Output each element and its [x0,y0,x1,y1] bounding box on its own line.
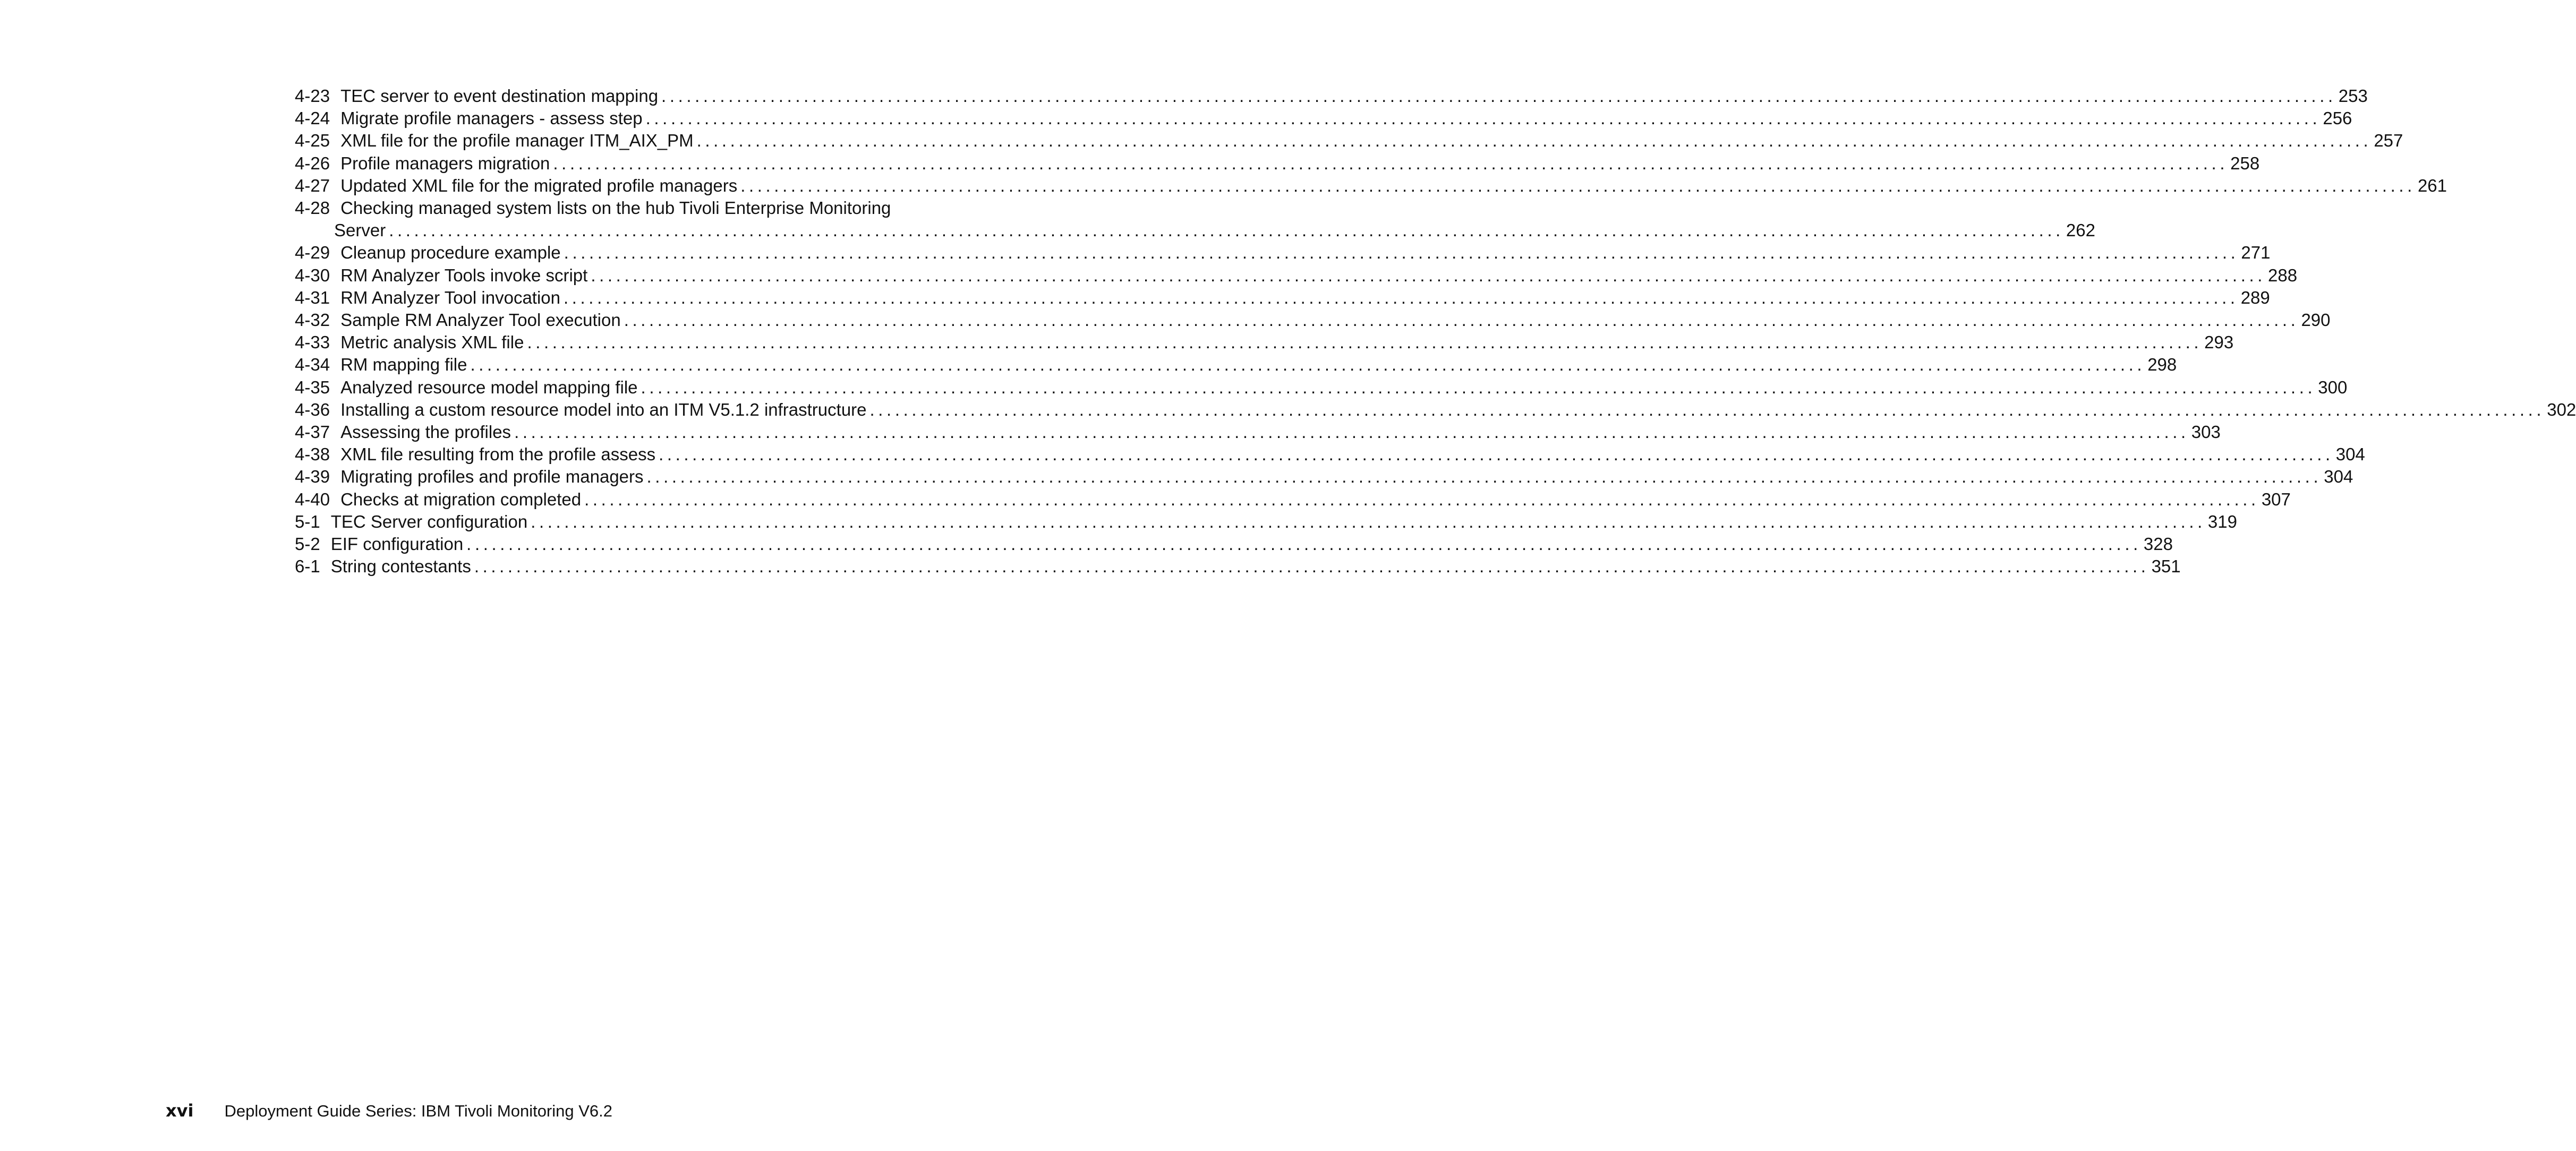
entry-number: 4-29 [295,243,330,263]
book-title: Deployment Guide Series: IBM Tivoli Monitoring V6.2 [224,1102,613,1120]
dot-leader: ........................................................................................................................................................................................................ [527,332,2203,353]
page-footer [166,1101,612,1121]
entry-title: Migrate profile managers - assess step [340,108,643,128]
dot-leader: ........................................................................................................................................................................................................ [514,422,2189,442]
toc-entry[interactable] [295,331,2234,354]
entry-page: 253 [2338,86,2368,106]
dot-leader: ........................................................................................................................................................................................................ [740,175,2416,195]
toc-entry[interactable] [295,130,2403,152]
entry-page: 290 [2301,310,2331,330]
toc-entry[interactable] [295,152,2260,175]
entry-number: 4-40 [295,489,330,509]
entry-page: 304 [2324,467,2353,487]
entry-page: 319 [2207,511,2237,531]
toc-entry[interactable] [295,376,2348,399]
dot-leader: ........................................................................................................................................................................................................ [645,108,2321,128]
entry-page: 261 [2417,175,2447,195]
entry-number: 4-30 [295,265,330,285]
entry-number: 4-31 [295,287,330,307]
toc-entry[interactable] [295,421,2221,443]
entry-page: 351 [2151,556,2181,577]
dot-leader: ........................................................................................................................................................................................................ [474,556,2149,577]
entry-page: 328 [2143,534,2173,554]
dot-leader: ........................................................................................................................................................................................................ [553,153,2229,173]
entry-number: 4-24 [295,108,330,128]
entry-number: 4-25 [295,131,330,151]
dot-leader: ........................................................................................................................................................................................................ [584,489,2259,509]
entry-number: 4-28 [295,198,330,218]
entry-title: RM mapping file [340,355,467,375]
toc-entry[interactable] [295,555,2181,578]
entry-number: 4-23 [295,86,330,106]
toc-entry[interactable] [295,175,2447,197]
entry-page: 289 [2240,287,2270,307]
toc-entry[interactable] [295,264,2298,287]
entry-page: 300 [2318,377,2348,397]
entry-title: RM Analyzer Tools invoke script [340,265,588,285]
toc-entry[interactable] [295,242,2271,264]
entry-number: 4-36 [295,399,330,419]
dot-leader: ........................................................................................................................................................................................................ [641,377,2316,397]
dot-leader: ........................................................................................................................................................................................................ [564,287,2239,307]
entry-number: 4-38 [295,444,330,465]
toc-entry[interactable] [295,309,2331,331]
entry-number: 5-2 [295,534,320,554]
entry-title: XML file for the profile manager ITM_AIX_PM [340,131,694,151]
entry-page: 288 [2268,265,2298,285]
toc-entry[interactable] [295,443,2365,466]
entry-page: 304 [2335,444,2365,465]
entry-page: 256 [2323,108,2352,128]
toc-entry[interactable] [295,533,2173,555]
entry-title: RM Analyzer Tool invocation [340,287,560,307]
dot-leader: ........................................................................................................................................................................................................ [564,243,2239,263]
entry-page: 257 [2374,131,2403,151]
entry-page: 293 [2204,332,2234,353]
toc-entry[interactable] [295,354,2177,376]
entry-number: 4-35 [295,377,330,397]
page-number: xvi [166,1101,194,1121]
entry-title-continued: Server [334,220,386,240]
entry-page: 271 [2241,243,2271,263]
entry-page: 262 [2066,220,2095,240]
entry-title: Assessing the profiles [340,422,511,442]
dot-leader: ........................................................................................................................................................................................................ [646,467,2322,487]
entry-title: Analyzed resource model mapping file [340,377,638,397]
entry-title: Metric analysis XML file [340,332,524,353]
dot-leader: ........................................................................................................................................................................................................ [470,355,2146,375]
entry-number: 4-32 [295,310,330,330]
entry-number: 6-1 [295,556,320,577]
entry-title: XML file resulting from the profile assess [340,444,656,465]
toc-entry[interactable] [295,287,2270,309]
toc-entry[interactable] [295,488,2291,511]
toc-entry[interactable] [295,466,2353,488]
entry-title: TEC Server configuration [330,511,528,531]
entry-title: Migrating profiles and profile managers [340,467,644,487]
entry-title: Profile managers migration [340,153,550,173]
entry-number: 4-27 [295,175,330,195]
dot-leader: ........................................................................................................................................................................................................ [624,310,2299,330]
dot-leader: ........................................................................................................................................................................................................ [661,86,2336,106]
dot-leader: ........................................................................................................................................................................................................ [531,511,2206,531]
entry-title: Checks at migration completed [340,489,582,509]
entry-page: 303 [2191,422,2221,442]
entry-page: 258 [2230,153,2260,173]
toc-entry[interactable] [295,107,2352,130]
entry-page: 298 [2147,355,2177,375]
dot-leader: ........................................................................................................................................................................................................ [659,444,2334,465]
entry-number: 4-34 [295,355,330,375]
entry-number: 4-33 [295,332,330,353]
entry-title: Checking managed system lists on the hub Tivoli Enterprise Monitoring [340,198,891,218]
toc-entry[interactable] [295,399,2576,421]
toc-entry[interactable] [295,511,2237,533]
list-of-examples [295,85,2576,578]
entry-page: 302 [2547,399,2576,419]
entry-title: EIF configuration [330,534,464,554]
dot-leader: ........................................................................................................................................................................................................ [869,399,2545,419]
entry-title: Updated XML file for the migrated profile managers [340,175,738,195]
entry-number: 4-37 [295,422,330,442]
dot-leader: ........................................................................................................................................................................................................ [466,534,2142,554]
entry-title: Cleanup procedure example [340,243,561,263]
entry-title: Sample RM Analyzer Tool execution [340,310,621,330]
dot-leader: ........................................................................................................................................................................................................ [696,131,2372,151]
entry-number: 4-39 [295,467,330,487]
entry-title: TEC server to event destination mapping [340,86,659,106]
dot-leader: ........................................................................................................................................................................................................ [591,265,2266,285]
toc-entry[interactable] [295,85,2368,107]
entry-title: Installing a custom resource model into an ITM V5.1.2 infrastructure [340,399,867,419]
entry-number: 5-1 [295,511,320,531]
entry-number: 4-26 [295,153,330,173]
dot-leader: ........................................................................................................................................................................................................ [389,220,2064,240]
entry-title: String contestants [330,556,471,577]
entry-page: 307 [2261,489,2291,509]
toc-entry[interactable] [295,197,2095,242]
